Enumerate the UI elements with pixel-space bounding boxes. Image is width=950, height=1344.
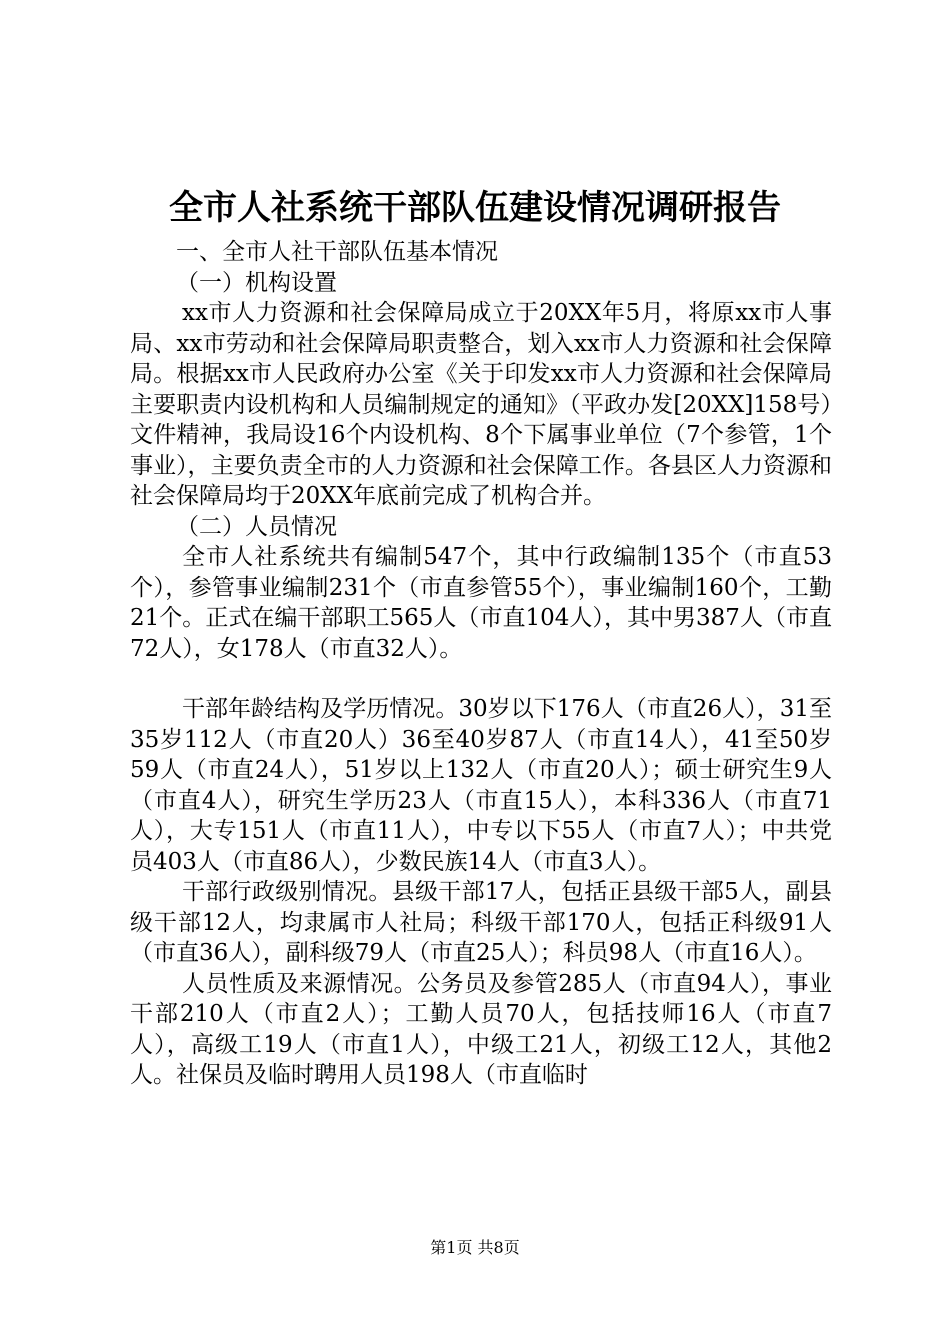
subsection-heading-organization: （一）机构设置 — [176, 269, 337, 296]
page-footer: 第1页 共8页 — [430, 1238, 520, 1257]
document-body — [130, 237, 832, 1091]
paragraph-age-education: 干部年龄结构及学历情况。30岁以下176人（市直26人），31至35岁112人（市直20人）36至40岁87人（市直14人），41至50岁59人（市直24人），51岁以上132人（市直20人）；硕士研究生9人（市直4人），研究生学历23人（市直15人），本科336人（市直71人），大专151人（市直11人），中专以下55人（市直7人）；中共党员403人（市直86人），少数民族14人（市直3人）。 — [130, 696, 832, 875]
paragraph-rank: 干部行政级别情况。县级干部17人，包括正县级干部5人，副县级干部12人，均隶属市人社局；科级干部170人，包括正科级91人（市直36人），副科级79人（市直25人）；科员98人（市直16人）。 — [130, 879, 832, 966]
document-title: 全市人社系统干部队伍建设情况调研报告 — [169, 188, 781, 228]
paragraph-staffing: 全市人社系统共有编制547个，其中行政编制135个（市直53个），参管事业编制231个（市直参管55个），事业编制160个，工勤21个。正式在编干部职工565人（市直104人），其中男387人（市直72人），女178人（市直32人）。 — [130, 544, 832, 662]
paragraph-personnel-source: 人员性质及来源情况。公务员及参管285人（市直94人），事业干部210人（市直2人）；工勤人员70人，包括技师16人（市直7人），高级工19人（市直1人），中级工21人，初级工12人，其他2人。社保员及临时聘用人员198人（市直临时 — [130, 970, 832, 1088]
section-heading-1: 一、全市人社干部队伍基本情况 — [176, 239, 498, 265]
paragraph-organization: xx市人力资源和社会保障局成立于20XX年5月，将原xx市人事局、xx市劳动和社会保障局职责整合，划入xx市人力资源和社会保障局。根据xx市人民政府办公室《关于印发xx市人力资源和社会保障局主要职责内设机构和人员编制规定的通知》（平政办发[20XX]158号）文件精神，我局设16个内设机构、8个下属事业单位（7个参管，1个事业），主要负责全市的人力资源和社会保障工作。各县区人力资源和社会保障局均于20XX年底前完成了机构合并。 — [130, 300, 832, 509]
subsection-heading-personnel: （二）人员情况 — [176, 513, 337, 540]
paragraph-spacer — [130, 664, 832, 694]
